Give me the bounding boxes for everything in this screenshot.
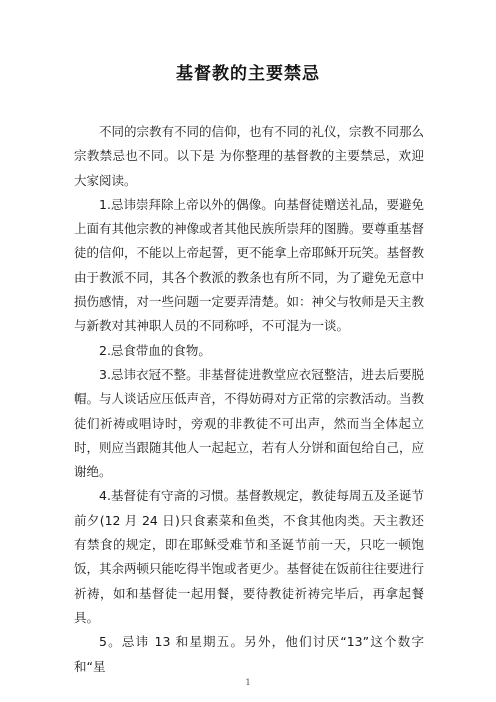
paragraph-item-2: 2.忌食带血的食物。 bbox=[99, 342, 211, 358]
paragraph-item-3: 3.忌讳衣冠不整。非基督徒进教堂应衣冠整洁，进去后要脱帽。与人谈话应压低声音，不得妨碍对方正常的宗教活动。当教徒们祈祷或唱诗时，旁观的非教徒不可出声，然而当全体起立时，则应当跟随其他人一起起立，若有人分饼和面包给自己，应谢绝。 bbox=[74, 366, 425, 480]
paragraph-item-5: 5。忌讳 13 和星期五。另外，他们讨厌“13”这个数字和“星 bbox=[74, 634, 424, 674]
paragraph-intro: 不同的宗教有不同的信仰，也有不同的礼仪，宗教不同那么宗教禁忌也不同。以下是 为你整理的基督教的主要禁忌，欢迎大家阅读。 bbox=[74, 124, 425, 188]
document-title: 基督教的主要禁忌 bbox=[176, 64, 320, 84]
page-number: 1 bbox=[245, 678, 251, 687]
paragraph-item-4: 4.基督徒有守斋的习惯。基督教规定，教徒每周五及圣诞节前夕(12 月 24 日)只食素菜和鱼类，不食其他肉类。天主教还有禁食的规定，即在耶稣受难节和圣诞节前一天，只吃一顿饱饭，其余两顿只能吃得半饱或者更少。基督徒在饭前往往要进行祈祷，如和基督徒一起用餐，要待教徒祈祷完毕后，再拿起餐具。 bbox=[74, 488, 425, 625]
paragraph-item-1: 1.忌讳崇拜除上帝以外的偶像。向基督徒赠送礼品，要避免上面有其他宗教的神像或者其他民族所崇拜的图腾。要尊重基督徒的信仰，不能以上帝起誓，更不能拿上帝耶稣开玩笑。基督教由于教派不同，其各个教派的教条也有所不同，为了避免无意中损伤感情，对一些问题一定要弄清楚。如：神父与牧师是天主教与新教对其神职人员的不同称呼，不可混为一谈。 bbox=[74, 196, 425, 334]
document-body bbox=[74, 120, 424, 679]
